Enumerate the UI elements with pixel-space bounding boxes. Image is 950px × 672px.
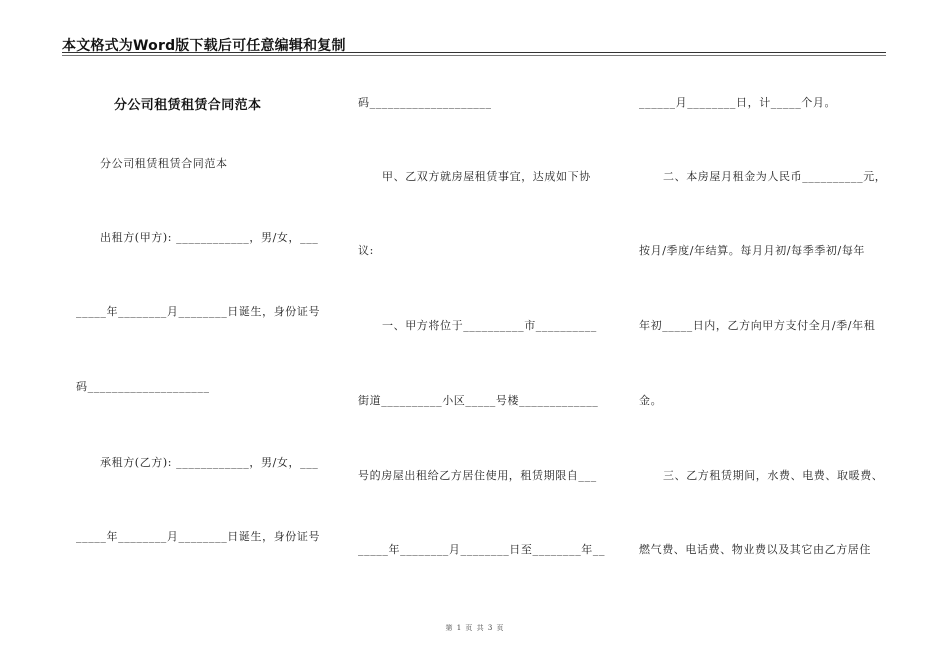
document-header: 本文格式为Word版下载后可任意编辑和复制 [62, 38, 346, 54]
paragraph-line: 三、乙方租赁期间，水费、电费、取暖费、 [663, 469, 884, 482]
document-title: 分公司租赁租赁合同范本 [114, 98, 262, 113]
paragraph-line: 燃气费、电话费、物业费以及其它由乙方居住 [639, 543, 871, 556]
header-rule-thin [62, 55, 886, 56]
paragraph-line: 码____________________ [76, 380, 210, 393]
header-rule-thick [62, 52, 886, 53]
paragraph-line: _____年________月________日至________年__ [358, 543, 606, 556]
paragraph-line: 号的房屋出租给乙方居住使用，租赁期限自___ [358, 469, 597, 482]
paragraph-line: 甲、乙双方就房屋租赁事宜，达成如下协 [382, 170, 591, 183]
paragraph-line: 议: [358, 244, 374, 257]
paragraph-line: 按月/季度/年结算。每月月初/每季季初/每年 [639, 244, 866, 257]
paragraph-line: 金。 [639, 394, 663, 407]
paragraph-line: 码____________________ [358, 96, 492, 109]
paragraph-line: 出租方(甲方): ____________，男/女，___ [100, 231, 319, 244]
paragraph-line: ______月________日，计_____个月。 [639, 96, 837, 109]
paragraph-line: 分公司租赁租赁合同范本 [100, 157, 228, 170]
paragraph-line: 一、甲方将位于__________市__________ [382, 319, 597, 332]
paragraph-line: 年初_____日内，乙方向甲方支付全月/季/年租 [639, 319, 876, 332]
paragraph-line: _____年________月________日诞生，身份证号 [76, 305, 321, 318]
paragraph-line: 二、本房屋月租金为人民币__________元， [663, 170, 887, 183]
page-number: 第 1 页 共 3 页 [445, 624, 505, 632]
paragraph-line: _____年________月________日诞生，身份证号 [76, 530, 321, 543]
paragraph-line: 街道__________小区_____号楼_____________ [358, 394, 599, 407]
paragraph-line: 承租方(乙方): ____________，男/女，___ [100, 456, 319, 469]
